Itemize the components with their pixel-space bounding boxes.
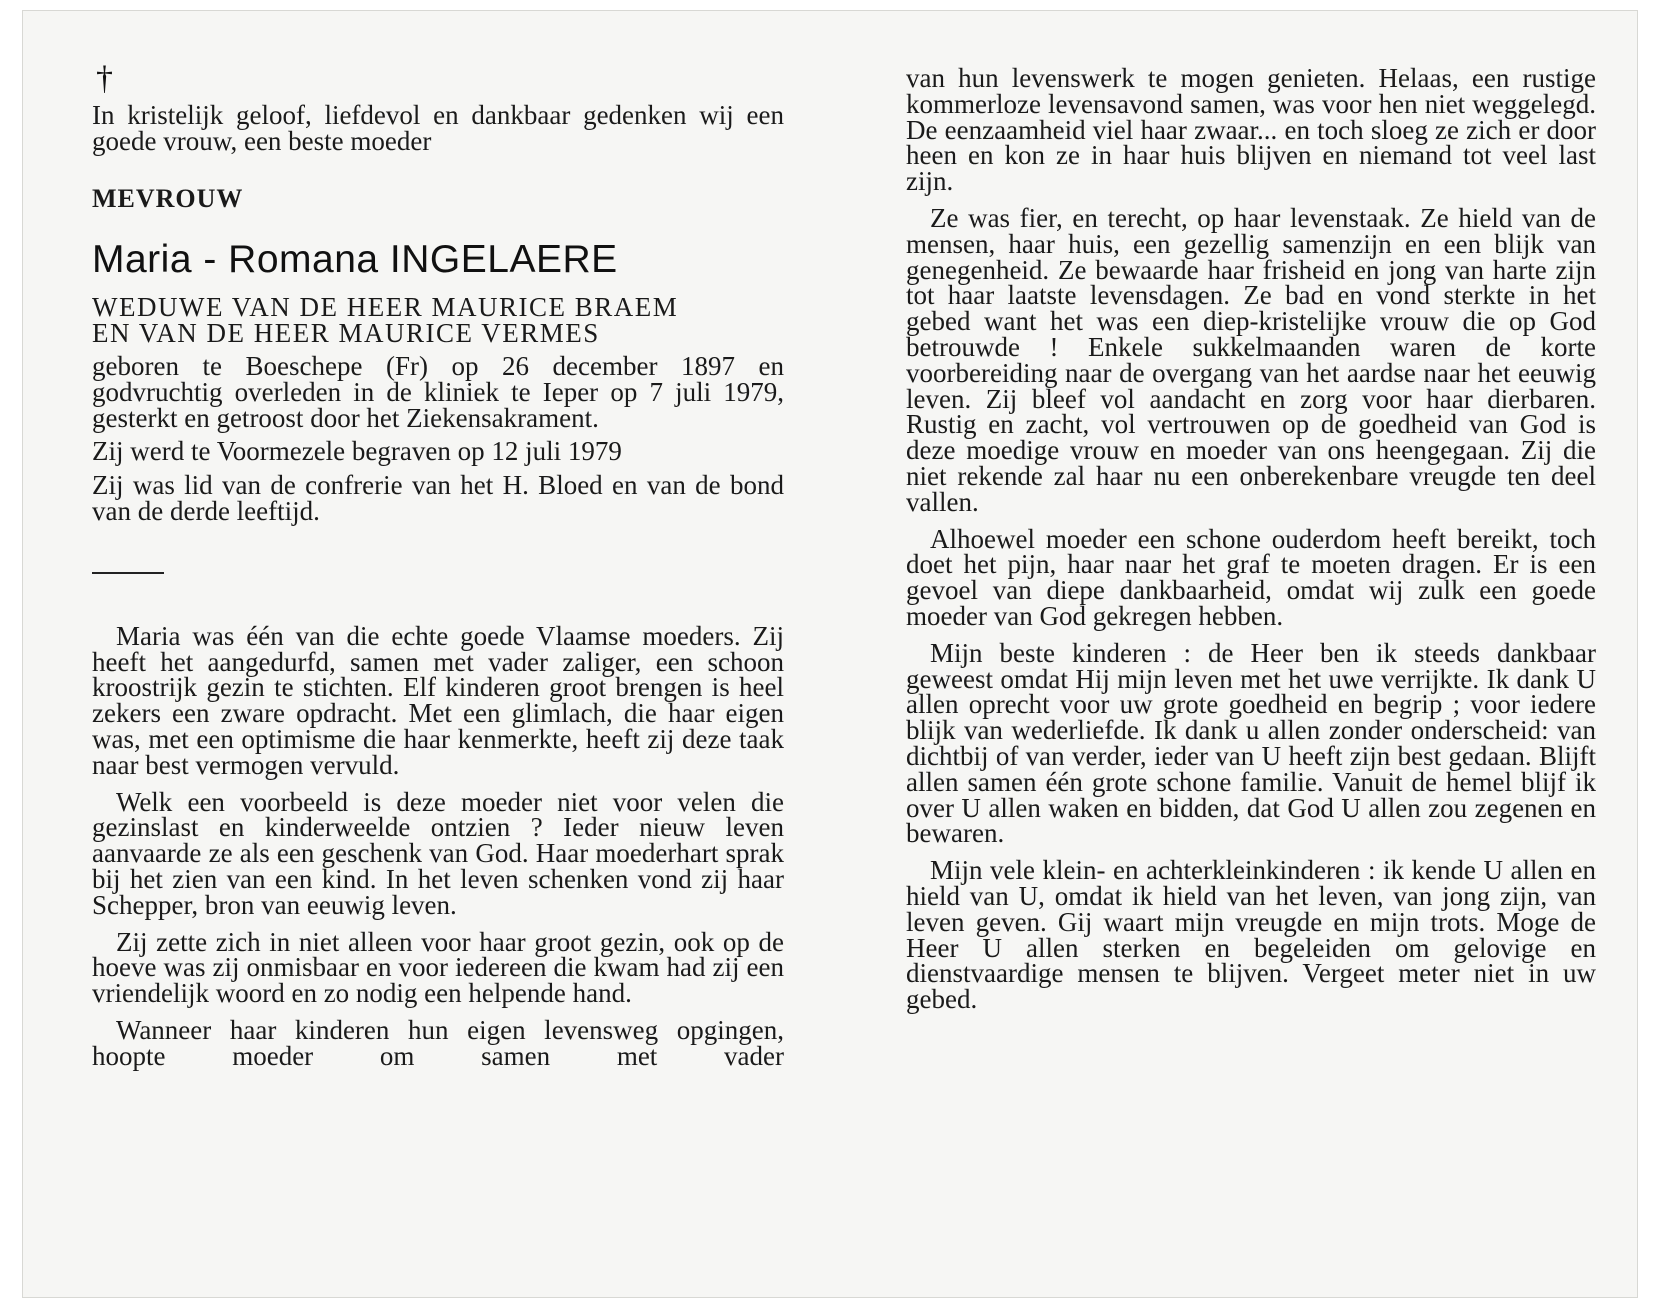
deceased-name: Maria - Romana INGELAERE <box>92 238 618 281</box>
paragraph-6: Ze was fier, en terecht, op haar levenstaak. Ze hield van de mensen, haar huis, een gezellig samenzijn en een blijk van genegenheid. Ze bewaarde haar frisheid en jong van harte zijn tot haar laatste levensdagen. Ze bad en vond sterkte in het gebed want het was een diep-kristelijke vrouw die op God betrouwde ! Enkele sukkelmaanden waren de korte voorbereiding naar de overgang van het aardse naar het eeuwig leven. Zij bleef vol aandacht en zorg voor haar dierbaren. Rustig en zacht, vol vertrouwen op de goedheid van God is deze moedige vrouw en moeder van ons heengegaan. Zij die niet rekende zal haar nu een onberekenbare vreugde ten deel vallen. <box>906 202 1596 517</box>
paragraph-5: van hun levenswerk te mogen genieten. Helaas, een rustige kommerloze levensavond samen, was voor hen niet weggelegd. De eenzaamheid viel haar zwaar... en toch sloeg ze zich er door heen en kon ze in haar huis blijven en niemand tot veel last zijn. <box>906 63 1596 197</box>
paragraph-1: Maria was één van die echte goede Vlaamse moeders. Zij heeft het aangedurfd, samen met vader zaliger, een schoon kroostrijk gezin te stichten. Elf kinderen groot brengen is heel zekers een zware opdracht. Met een glimlach, die haar eigen was, met een optimisme die haar kenmerkte, heeft zij deze taak naar best vermogen vervuld. <box>92 620 784 780</box>
paragraph-4: Wanneer haar kinderen hun eigen levensweg opgingen, hoopte moeder om samen met vader <box>92 1014 784 1071</box>
intro-text: In kristelijk geloof, liefdevol en dankbaar gedenken wij een goede vrouw, een beste moeder <box>92 100 784 156</box>
birth-death-text: geboren te Boeschepe (Fr) op 26 december 1897 en godvruchtig overleden in de kliniek te Ieper op 7 juli 1979, gesterkt en getroost door het Ziekensakrament. <box>92 351 784 433</box>
paragraph-7: Alhoewel moeder een schone ouderdom heeft bereikt, toch doet het pijn, haar naar het graf te moeten dragen. Er is een gevoel van diepe dankbaarheid, omdat wij zulk een goede moeder van God gekregen hebben. <box>906 523 1596 631</box>
divider-line <box>92 572 164 574</box>
widow-line-1: WEDUWE VAN DE HEER MAURICE BRAEM <box>92 292 679 322</box>
paragraph-3: Zij zette zich in niet alleen voor haar groot gezin, ook op de hoeve was zij onmisbaar en voor iedereen die kwam had zij een vriendelijk woord en zo nodig een helpende hand. <box>92 926 784 1009</box>
title-label: MEVROUW <box>92 184 244 213</box>
cross-icon: † <box>96 60 113 97</box>
paragraph-8: Mijn beste kinderen : de Heer ben ik steeds dankbaar geweest omdat Hij mijn leven met het uwe verrijkte. Ik dank U allen oprecht voor uw grote goedheid en begrip ; voor iedere blijk van wederliefde. Ik dank u allen zonder onderscheid: van dichtbij of van verder, ieder van U heeft zijn best gedaan. Blijft allen samen één grote schone familie. Vanuit de hemel blijf ik over U allen waken en bidden, dat God U allen zou zegenen en bewaren. <box>906 637 1596 849</box>
paragraph-9: Mijn vele klein- en achterkleinkinderen : ik kende U allen en hield van U, omdat ik hield van het leven, van jong zijn, van leven geven. Gij waart mijn vreugde en mijn trots. Moge de Heer U allen sterken en begeleiden om gelovige en dienstvaardige mensen te blijven. Vergeet meter niet in uw gebed. <box>906 855 1596 1015</box>
right-column <box>906 63 1596 1015</box>
burial-text: Zij werd te Voormezele begraven op 12 juli 1979 <box>92 436 622 467</box>
membership-text: Zij was lid van de confrerie van het H. Bloed en van de bond van de derde leeftijd. <box>92 470 784 526</box>
widow-line-2: EN VAN DE HEER MAURICE VERMES <box>92 318 600 348</box>
paragraph-2: Welk een voorbeeld is deze moeder niet voor velen die gezinslast en kinderweelde ontzien ? Ieder nieuw leven aanvaarde ze als een geschenk van God. Haar moederhart sprak bij het zien van een kind. In het leven schenken vond zij haar Schepper, bron van eeuwig leven. <box>92 786 784 920</box>
left-column <box>92 62 784 1070</box>
